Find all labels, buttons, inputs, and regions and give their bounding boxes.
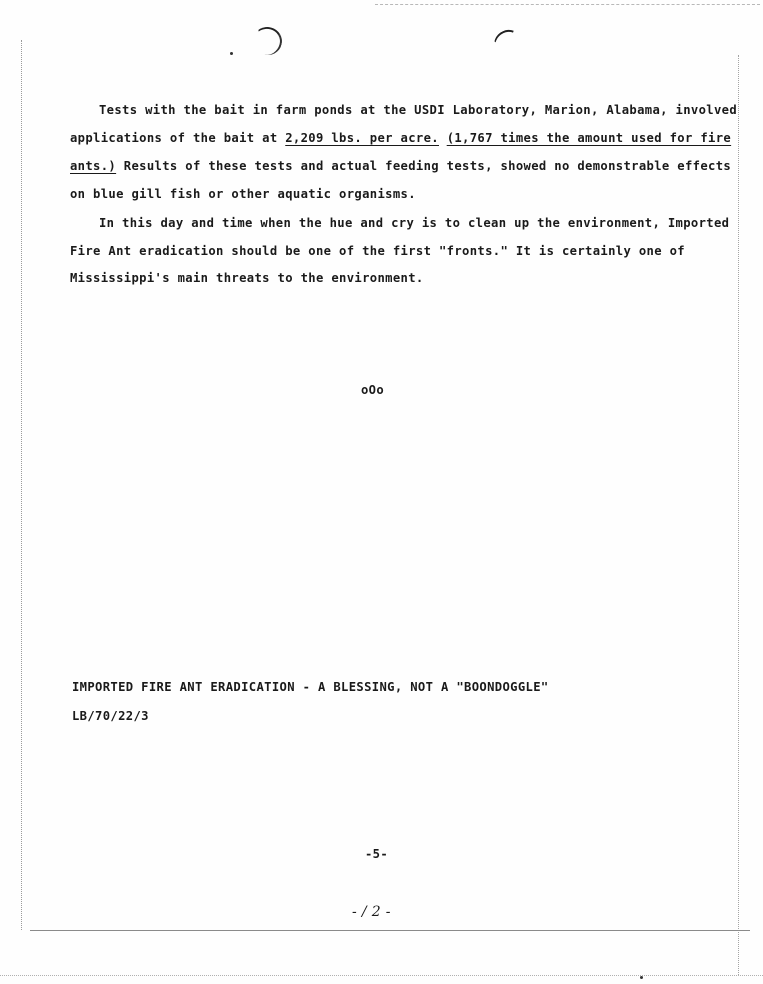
paragraph-2-line-1: In this day and time when the hue and cry is to clean up the environment, Imported [99, 216, 730, 230]
paragraph-1-line-4: on blue gill fish or other aquatic organisms. [70, 187, 416, 201]
paragraph-1-line-1: Tests with the bait in farm ponds at the USDI Laboratory, Marion, Alabama, involved [99, 103, 738, 117]
paragraph-1-line-2-start: applications of the bait at [70, 131, 286, 145]
document-reference: LB/70/22/3 [72, 709, 149, 723]
paragraph-1-line-2 [70, 132, 731, 144]
binding-hole-mark-right [489, 25, 527, 63]
left-margin-rule [21, 40, 22, 930]
paragraph-1-line-3-rest: Results of these tests and actual feeding tests, showed no demonstrable effects [116, 159, 732, 173]
bottom-rule [30, 930, 750, 931]
paragraph-2-line-3: Mississippi's main threats to the environment. [70, 271, 424, 285]
page-number: -5- [365, 847, 389, 861]
binding-hole-mark-left [250, 24, 285, 59]
handwritten-page-number: - / 2 - [352, 904, 391, 920]
scan-speck [230, 52, 233, 55]
underlined-comparison: (1,767 times the amount used for fire [446, 131, 732, 145]
top-border-dots [375, 4, 760, 5]
document-footer-title: IMPORTED FIRE ANT ERADICATION - A BLESSING, NOT A "BOONDOGGLE" [72, 680, 549, 694]
underlined-rate: 2,209 lbs. per acre. [285, 131, 439, 145]
bottom-edge-rule [0, 975, 763, 976]
paragraph-1-line-3 [70, 160, 731, 172]
right-margin-rule [738, 55, 739, 975]
section-separator: oOo [361, 383, 385, 397]
scan-speck [640, 976, 643, 979]
spacer [439, 131, 447, 145]
underlined-ants: ants.) [70, 159, 117, 173]
paragraph-2-line-2: Fire Ant eradication should be one of the first "fronts." It is certainly one of [70, 244, 685, 258]
